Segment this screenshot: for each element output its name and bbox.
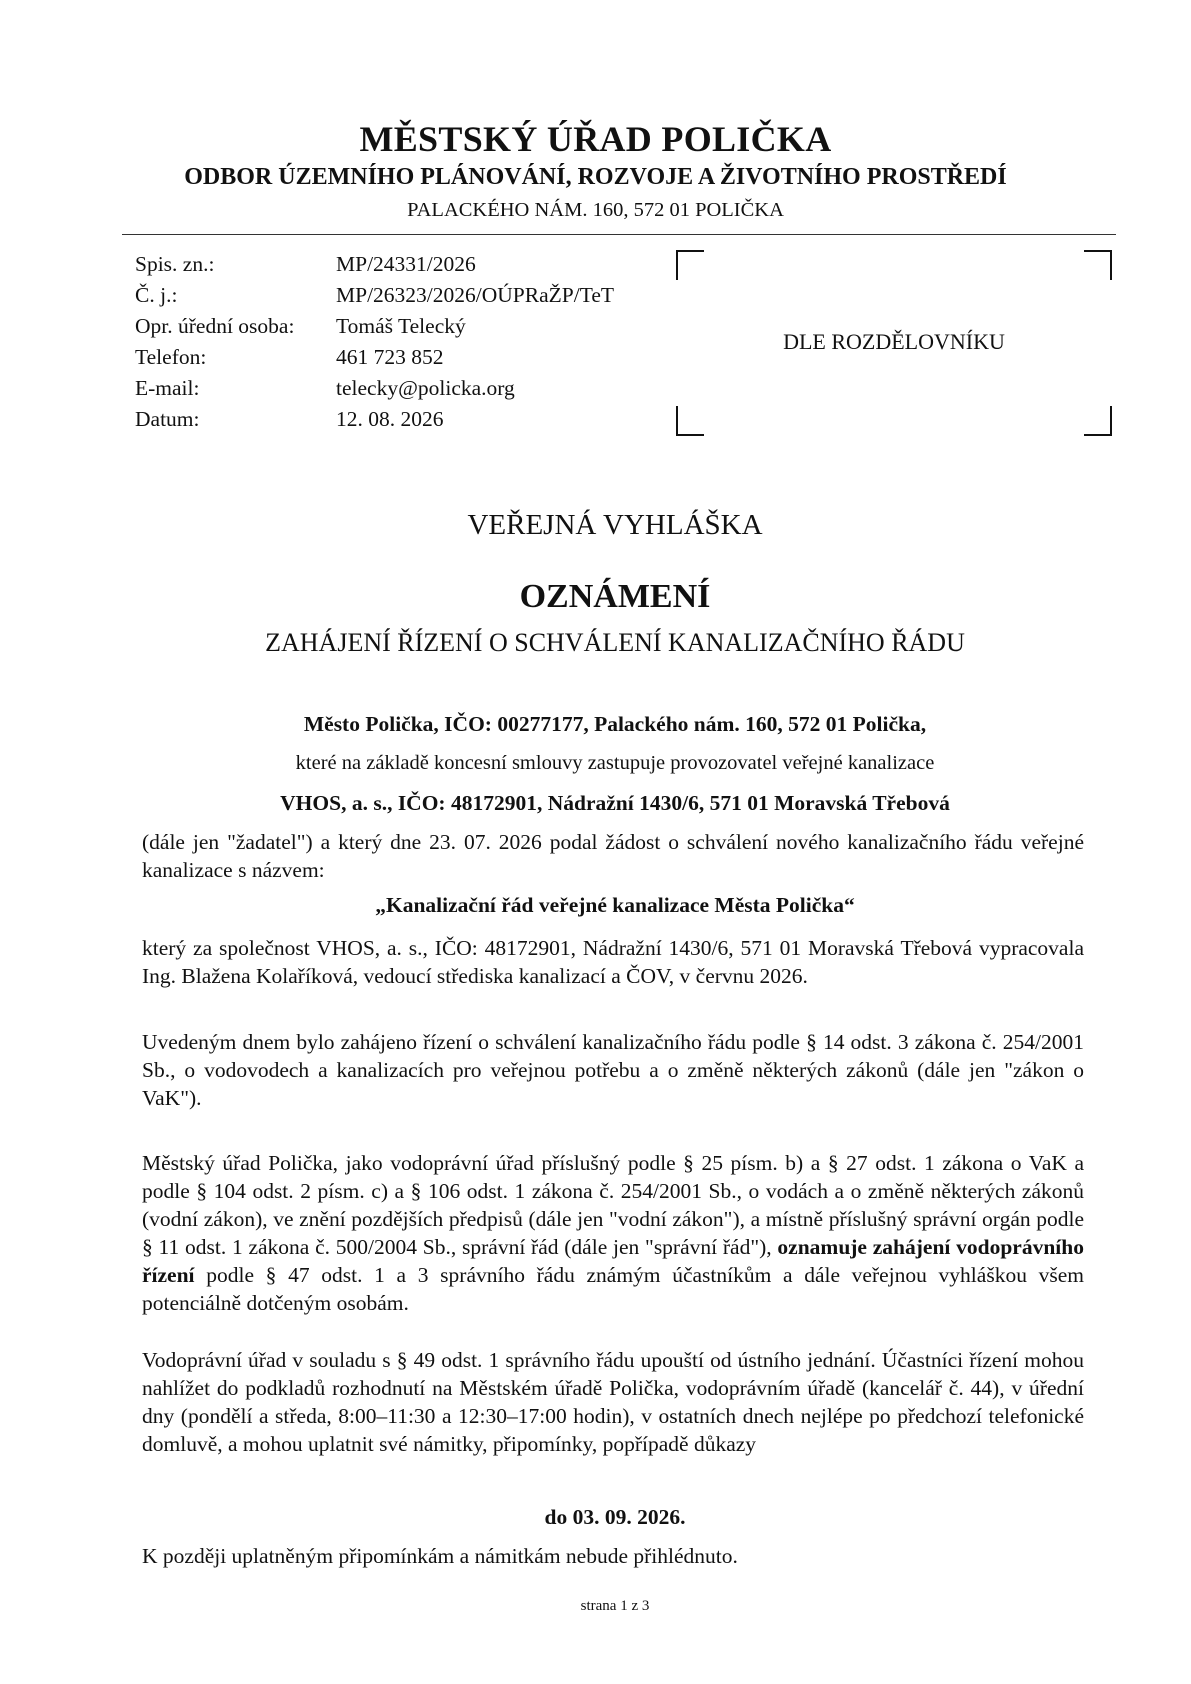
metadata-row [135,342,614,373]
recipient-address: DLE ROZDĚLOVNÍKU [783,329,1005,354]
metadata-value: 12. 08. 2026 [336,407,444,431]
metadata-value: 461 723 852 [336,345,444,369]
file-metadata [135,249,614,435]
sewer-order-name: „Kanalizační řád veřejné kanalizace Města Polička“ [375,893,855,917]
metadata-label: Č. j.: [135,283,178,307]
document-title: OZNÁMENÍ [519,578,711,615]
applicant: Město Polička, IČO: 00277177, Palackého nám. 160, 572 01 Polička, [303,712,927,736]
metadata-label: E-mail: [135,376,200,400]
page-number: strana 1 z 3 [580,1598,650,1614]
office-address: PALACKÉHO NÁM. 160, 572 01 POLIČKA [407,199,784,221]
paragraph-announcement [142,1149,1084,1317]
metadata-row [135,404,614,435]
document-subtitle: ZAHÁJENÍ ŘÍZENÍ O SCHVÁLENÍ KANALIZAČNÍHO ŘÁDU [265,628,965,657]
deadline: do 03. 09. 2026. [544,1505,686,1529]
metadata-row [135,373,614,404]
announcement-emphasis: oznamuje zahájení vodoprávního řízení [142,1235,1084,1287]
metadata-value: MP/24331/2026 [336,252,476,276]
office-name: MĚSTSKÝ ÚŘAD POLIČKA [359,119,832,159]
address-frame-corner-top-right [1084,250,1112,280]
paragraph-author: který za společnost VHOS, a. s., IČO: 48172901, Nádražní 1430/6, 571 01 Moravská Třebová vypracovala Ing. Blažena Kolaříková, vedoucí střediska kanalizací a ČOV, v červnu 2026. [142,936,1084,988]
paragraph-inspection: Vodoprávní úřad v souladu s § 49 odst. 1 správního řádu upouští od ústního jednání. Účastníci řízení mohou nahlížet do podkladů rozhodnutí na Městském úřadě Polička, vodoprávním úřadě (kancelář č. 44), v úřední dny (pondělí a středa, 8:00–11:30 a 12:30–17:00 hodin), v ostatních dnech nejlépe po předchozí telefonické domluvě, a mohou uplatnit své námitky, připomínky, popřípadě důkazy [142,1348,1084,1456]
announcement-text-end: podle § 47 odst. 1 a 3 správního řádu známým účastníkům a dále veřejnou vyhláškou všem potenciálně dotčeným osobám. [142,1263,1084,1315]
metadata-value: Tomáš Telecký [336,314,466,338]
paragraph-application: (dále jen "žadatel") a který dne 23. 07. 2026 podal žádost o schválení nového kanalizačního řádu veřejné kanalizace s názvem: [142,830,1084,882]
metadata-value: telecky@policka.org [336,376,515,400]
metadata-value: MP/26323/2026/OÚPRaŽP/TeT [336,283,615,307]
metadata-label: Spis. zn.: [135,252,215,276]
metadata-label: Opr. úřední osoba: [135,314,295,338]
metadata-label: Telefon: [135,345,207,369]
metadata-row [135,280,614,311]
paragraph-late-objections: K později uplatněným připomínkám a námitkám nebude přihlédnuto. [142,1544,738,1568]
metadata-row [135,311,614,342]
address-frame-corner-bottom-right [1084,406,1112,436]
address-frame-corner-top-left [676,250,704,280]
operator: VHOS, a. s., IČO: 48172901, Nádražní 1430/6, 571 01 Moravská Třebová [280,791,950,815]
address-frame-corner-bottom-left [676,406,704,436]
representation-note: které na základě koncesní smlouvy zastupuje provozovatel veřejné kanalizace [295,752,935,774]
document-type: VEŘEJNÁ VYHLÁŠKA [467,509,763,541]
paragraph-commencement: Uvedeným dnem bylo zahájeno řízení o schválení kanalizačního řádu podle § 14 odst. 3 zákona č. 254/2001 Sb., o vodovodech a kanalizacích pro veřejnou potřebu a o změně některých zákonů (dále jen "zákon o VaK"). [142,1030,1084,1110]
metadata-label: Datum: [135,407,200,431]
metadata-row [135,249,614,280]
department-name: ODBOR ÚZEMNÍHO PLÁNOVÁNÍ, ROZVOJE A ŽIVOTNÍHO PROSTŘEDÍ [184,164,1007,190]
announcement-text-start: Městský úřad Polička, jako vodoprávní úřad příslušný podle § 25 písm. b) a § 27 odst. 1 zákona o VaK a podle § 104 odst. 2 písm. c) a § 106 odst. 1 zákona č. 254/2001 Sb., o vodách a o změně některých zákonů (vodní zákon), ve znění pozdějších předpisů (dále jen "vodní zákon"), a místně příslušný správní orgán podle § 11 odst. 1 zákona č. 500/2004 Sb., správní řád (dále jen "správní řád"), [142,1151,1084,1259]
header-divider [122,234,1116,235]
